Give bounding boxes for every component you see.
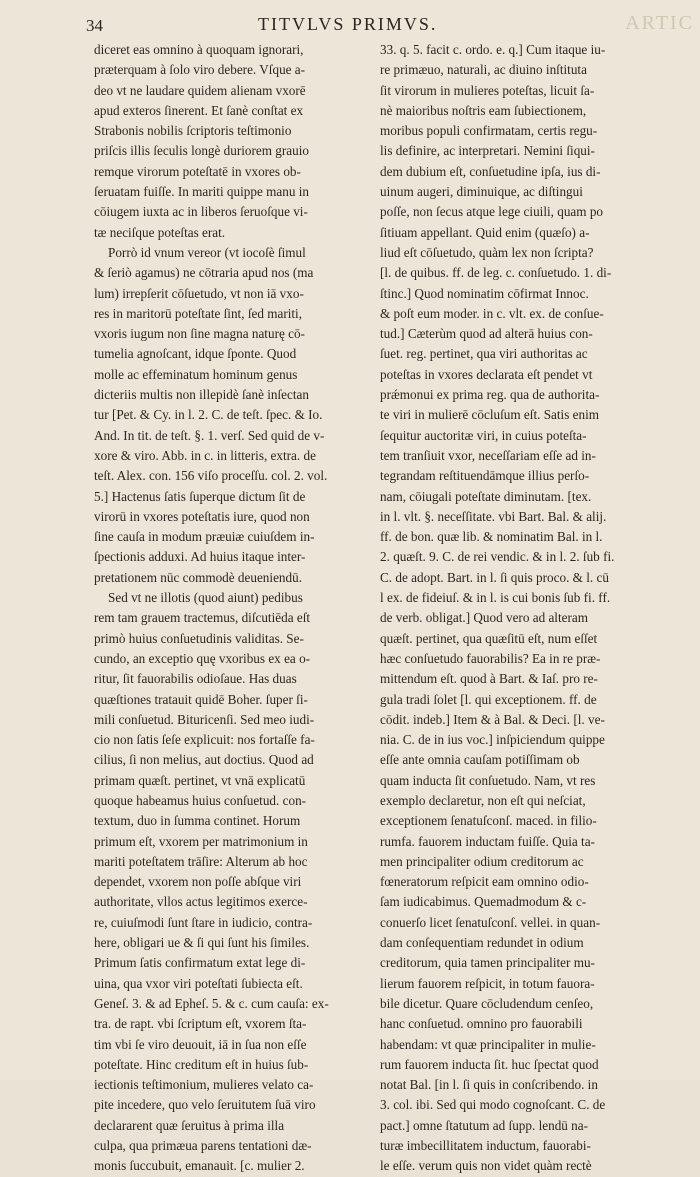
text-line: tud.] Cæterùm quod ad alterā huius con- <box>380 326 593 342</box>
text-line: creditorum, quia tamen principaliter mu- <box>380 955 595 971</box>
text-line: tegrandam reſtituendāmque illius perſo- <box>380 468 590 484</box>
text-line: priſcis illis ſeculis longè duriorem grauio <box>94 143 309 159</box>
running-title: TITVLVS PRIMVS. <box>258 14 438 34</box>
text-line: Sed vt ne illotis (quod aiunt) pedibus <box>108 590 303 606</box>
text-line: ſine cauſa in modum præuiæ cuiuſdem in- <box>94 529 315 545</box>
text-line: 5.] Hactenus ſatis ſuperque dictum ſit de <box>94 488 306 504</box>
text-line: culpa, qua primæua parens tentationi dæ- <box>94 1138 312 1154</box>
text-line: quoque habeamus huius conſuetud. con- <box>94 792 307 808</box>
text-line: in l. vlt. §. neceſſitate. vbi Bart. Bal. & alij. <box>380 508 607 524</box>
text-line: quam inducta ſit conſuetudo. Nam, vt res <box>380 772 596 788</box>
text-line: l ex. de fideiuſ. & in l. is cui bonis ſub fi. ff. <box>380 590 611 606</box>
text-line: de verb. obligat.] Quod vero ad alteram <box>380 610 588 626</box>
bleed-through-text: ARTIC <box>625 12 694 34</box>
text-line: pact.] omne ſtatutum ad ſupp. lendū na- <box>380 1117 589 1133</box>
text-line: hæc conſuetudo fauorabilis? Ea in re præ- <box>380 650 601 666</box>
text-line: C. de adopt. Bart. in l. ſi quis proco. & l. cū <box>380 569 609 585</box>
text-line: rumfa. fauorem inductam fuiſſe. Quia ta- <box>380 833 595 849</box>
text-line: res in maritorū poteſtate ſint, ſed mariti, <box>94 305 303 321</box>
text-line: tæ neciſque poteſtas erat. <box>94 224 226 240</box>
text-line: And. In tit. de teſt. §. 1. verſ. Sed quid de v- <box>94 427 325 443</box>
text-line: molle ac effeminatum hominum genus <box>94 366 298 382</box>
text-line: tim vbi ſe viro deuouit, iā in ſua non eſſe <box>94 1036 307 1052</box>
text-line: ſequitur auctoritæ viri, in cuius poteſta- <box>380 427 587 443</box>
text-line: te viri in mulierē cōcluſum eſt. Satis enim <box>380 407 600 423</box>
text-line: re primæuo, naturali, ac diuino inſtituta <box>380 62 587 78</box>
text-line: monis ſuccubuit, emanauit. [c. mulier 2. <box>94 1158 305 1174</box>
text-line: authoritate, vllos actus legitimos exerce- <box>94 894 308 910</box>
text-line: gula tradi ſolet [l. qui exceptionem. ff. de <box>380 691 597 707</box>
text-line: [l. de quibus. ff. de leg. c. conſuetudo. 1. di- <box>380 265 612 281</box>
text-line: cōiugem iuxta ac in liberos ſeruoſque vi- <box>94 204 308 220</box>
text-line: ſit virorum in mulieres poteſtas, licuit ſa- <box>380 82 595 98</box>
text-line: le eſſe. verum quis non videt quàm rectè <box>380 1158 592 1174</box>
page-header <box>0 14 700 40</box>
text-line: Primum ſatis confirmatum extat lege di- <box>94 955 306 971</box>
text-line: exemplo declaretur, non eſt qui neſciat, <box>380 792 586 808</box>
text-line: primò huius conſuetudinis validitas. Se- <box>94 630 304 646</box>
text-line: ſpectionis adduxi. Ad huius itaque inter- <box>94 549 306 565</box>
text-line: re, cuiuſmodi ſunt ſtare in iudicio, contra- <box>94 914 313 930</box>
text-line: hanc conſuetud. omnino pro fauorabili <box>380 1016 583 1032</box>
text-line: præterquam à ſolo viro debere. Vſque a- <box>94 62 306 78</box>
text-line: conuerſo licet ſenatuſconſ. vellei. in quan- <box>380 914 601 930</box>
text-line: 3. col. ibi. Sed qui modo cognoſcant. C. de <box>380 1097 606 1113</box>
text-line: fœneratorum reſpicit eam omnino odio- <box>380 874 589 890</box>
text-line: ſuet. reg. pertinet, qua viri authoritas ac <box>380 346 588 362</box>
text-line: bile dicetur. Quare cōcludendum cenſeo, <box>380 995 594 1011</box>
text-line: remque virorum poteſtatē in vxores ob- <box>94 163 301 179</box>
text-line: lum) irrepſerit cōſuetudo, vt non iā vxo- <box>94 285 304 301</box>
text-line: & ſeriò agamus) ne cōtraria apud nos (ma <box>94 265 314 281</box>
text-line: poteſtas in vxores declarata eſt pendet vt <box>380 366 593 382</box>
text-line: textum, duo in ſumma continet. Horum <box>94 813 301 829</box>
text-line: tumelia agnoſcant, idque ſponte. Quod <box>94 346 297 362</box>
text-line: Strabonis nobilis ſcriptoris teſtimonio <box>94 123 292 139</box>
text-line: rem tam grauem tractemus, diſcutiēda eſt <box>94 610 311 626</box>
text-line: poſſe, non ſecus atque lege ciuili, quam po <box>380 204 604 220</box>
text-line: dicteriis multis non illepidè ſanè inſectan <box>94 387 309 403</box>
text-line: ſtinc.] Quod nominatim cōfirmat Innoc. <box>380 285 589 301</box>
text-line: diceret eas omnino à quoquam ignorari, <box>94 42 304 57</box>
text-line: eſſe ante omnia cauſam potiſſimam ob <box>380 752 580 768</box>
text-line: nia. C. de in ius voc.] inſpiciendum quippe <box>380 732 605 748</box>
text-line: uina, qua vxor viri poteſtati ſubiecta eſt. <box>94 975 303 991</box>
text-line: declararent quæ ſeruitus à prima illa <box>94 1117 285 1133</box>
text-line: mili conſuetud. Bituricenſi. Sed meo iudi- <box>94 711 315 727</box>
text-line: habendam: vt quæ principaliter in mulie- <box>380 1036 596 1052</box>
text-line: dam conſequentiam redundet in odium <box>380 935 584 951</box>
text-line: cundo, an exceptio quę vxoribus ex ea o- <box>94 650 311 666</box>
text-line: lis definire, ac interpretari. Nemini ſiqui- <box>380 143 595 159</box>
text-line: exceptionem ſenatuſconſ. maced. in filio- <box>380 813 597 829</box>
text-line: moribus populi confirmatam, certis regu- <box>380 123 598 139</box>
text-line: iectionis teſtimonium, mulieres velato ca- <box>94 1077 314 1093</box>
text-line: turæ imbecillitatem inductum, fauorabi- <box>380 1138 591 1154</box>
text-line: tra. de rapt. vbi ſcriptum eſt, vxorem ſta- <box>94 1016 307 1032</box>
text-line: men principaliter odium creditorum ac <box>380 853 584 869</box>
text-line: Porrò id vnum vereor (vt iocoſè ſimul <box>108 244 306 260</box>
text-line: 33. q. 5. facit c. ordo. e. q.] Cum itaque iu- <box>380 42 606 57</box>
text-line: here, obligari ue & ſi qui ſunt his ſimiles. <box>94 935 310 951</box>
text-line: Geneſ. 3. & ad Epheſ. 5. & c. cum cauſa: ex- <box>94 995 329 1011</box>
text-line: dem dubium eſt, conſuetudine ipſa, ius di- <box>380 163 601 179</box>
text-line: mittendum eſt. quod à Bart. & Iaſ. pro re- <box>380 671 598 687</box>
text-line: nè maioribus noſtris eam ſubiectionem, <box>380 102 587 118</box>
left-text-column <box>94 40 362 1177</box>
text-line: dependet, vxorem non poſſe abſque viri <box>94 874 302 890</box>
text-line: mariti poteſtatem trāſire: Alterum ab hoc <box>94 853 308 869</box>
text-line: xore & viro. Abb. in c. in litteris, extra. de <box>94 447 316 463</box>
text-line: primum eſt, vxorem per matrimonium in <box>94 833 308 849</box>
text-line: vxoris iugum non ſine magna naturę cō- <box>94 326 305 342</box>
text-line: cilius, ſi non melius, aut doctius. Quod ad <box>94 752 314 768</box>
text-line: lierum fauorem reſpicit, in totum fauora- <box>380 975 595 991</box>
text-line: tur [Pet. & Cy. in l. 2. C. de teſt. ſpec. & Io. <box>94 407 323 423</box>
text-line: quæſt. pertinet, qua quæſitū eſt, num eſſet <box>380 630 598 646</box>
text-line: 2. quæſt. 9. C. de rei vendic. & in l. 2. ſub fi. <box>380 549 615 565</box>
text-line: ſeruatam fuiſſe. In mariti quippe manu in <box>94 184 309 200</box>
text-line: ſitiuam appellant. Quid enim (quæſo) a- <box>380 224 590 240</box>
text-line: liud eſt cōſuetudo, quàm lex non ſcripta? <box>380 244 594 260</box>
right-text-column <box>380 40 648 1177</box>
text-line: tem tranſiuit vxor, neceſſariam eſſe ad in- <box>380 447 596 463</box>
page-number: 34 <box>86 16 103 35</box>
text-line: nam, cōiugali poteſtate diminutam. [tex. <box>380 488 592 504</box>
text-line: virorū in vxores poteſtatis iure, quod non <box>94 508 310 524</box>
text-line: ſam iudicabimus. Quemadmodum & c- <box>380 894 587 910</box>
text-line: uinum augeri, diminuique, ac diſtingui <box>380 184 583 200</box>
text-line: ff. de bon. quæ lib. & nominatim Bal. in l. <box>380 529 603 545</box>
text-line: quæſtiones tratauit quidē Boher. ſuper ſi- <box>94 691 308 707</box>
text-line: apud exteros ſinerent. Et ſanè conſtat ex <box>94 102 304 118</box>
text-line: primam quæſt. pertinet, vt vnā explicatū <box>94 772 306 788</box>
text-line: notat Bal. [in l. ſi quis in conſcribendo. in <box>380 1077 598 1093</box>
text-line: cio non ſatis ſeſe explicuit: nos fortaſſe fa- <box>94 732 315 748</box>
text-line: pretationem nūc commodè deueniendū. <box>94 569 302 585</box>
text-line: prǽmonui ex prima reg. qua de authorita- <box>380 387 600 403</box>
text-line: deo vt ne laudare quidem alienam vxorē <box>94 82 306 98</box>
text-line: & poſt eum moder. in c. vlt. ex. de conſue- <box>380 305 604 321</box>
text-line: teſt. Alex. con. 156 viſo proceſſu. col. 2. vol. <box>94 468 328 484</box>
text-line: ritur, ſit fauorabilis odioſaue. Has duas <box>94 671 297 687</box>
text-line: poteſtate. Hinc creditum eſt in huius ſub- <box>94 1056 309 1072</box>
text-line: pite incedere, quo velo ſeruitutem ſuā viro <box>94 1097 316 1113</box>
text-line: rum fauorem inducta ſit. huc ſpectat quod <box>380 1056 599 1072</box>
text-line: cōdit. indeb.] Item & à Bal. & Deci. [l. ve- <box>380 711 605 727</box>
